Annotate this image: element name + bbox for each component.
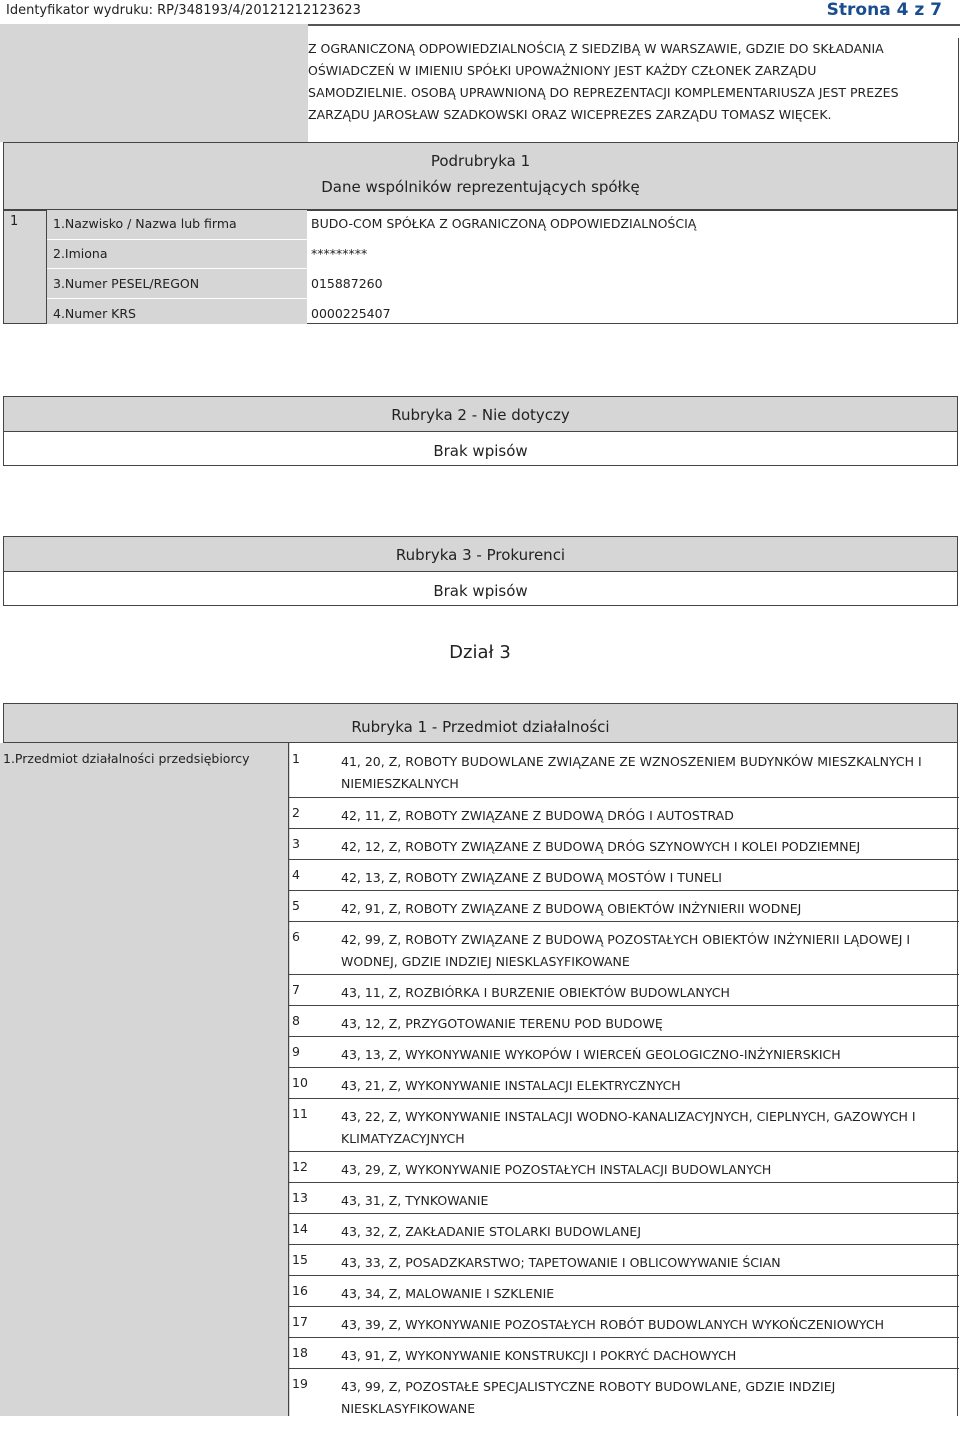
activity-number: 10: [292, 1075, 308, 1090]
activity-item: [289, 867, 959, 898]
partner-number: 1: [10, 214, 19, 229]
activity-separator: [289, 1182, 959, 1183]
activity-number: 9: [292, 1044, 300, 1059]
activity-separator: [289, 1306, 959, 1307]
rubryka2-empty: Brak wpisów: [433, 442, 528, 460]
rubryka3-empty: Brak wpisów: [433, 582, 528, 600]
row-label: 2.Imiona: [53, 246, 108, 261]
activity-text: 42, 12, Z, ROBOTY ZWIĄZANE Z BUDOWĄ DRÓG SZYNOWYCH I KOLEI PODZIEMNEJ: [341, 839, 861, 854]
activity-separator: [289, 890, 959, 891]
activity-item: [289, 1159, 959, 1190]
partner-row-first-names: [47, 240, 958, 270]
activity-number: 1: [292, 751, 300, 766]
activity-separator: [289, 797, 959, 798]
activity-item: [289, 1252, 959, 1283]
page-number: Strona 4 z 7: [826, 0, 942, 20]
activity-separator: [289, 921, 959, 922]
activity-number: 2: [292, 805, 300, 820]
activity-text: 43, 33, Z, POSADZKARSTWO; TAPETOWANIE I OBLICOWYWANIE ŚCIAN: [341, 1255, 781, 1270]
activity-text: 43, 11, Z, ROZBIÓRKA I BURZENIE OBIEKTÓW BUDOWLANYCH: [341, 985, 730, 1000]
activity-item: [289, 1221, 959, 1252]
row-label: 4.Numer KRS: [53, 306, 136, 321]
activity-separator: [289, 859, 959, 860]
text-line: ZARZĄDU JAROSŁAW SZADKOWSKI ORAZ WICEPREZES ZARZĄDU TOMASZ WIĘCEK.: [308, 107, 832, 122]
activity-text: 43, 31, Z, TYNKOWANIE: [341, 1193, 489, 1208]
activity-number: 15: [292, 1252, 308, 1267]
activity-item: [289, 1376, 959, 1430]
activity-text: 43, 91, Z, WYKONYWANIE KONSTRUKCJI I POKRYĆ DACHOWYCH: [341, 1348, 737, 1363]
activity-number: 6: [292, 929, 300, 944]
activity-number: 4: [292, 867, 300, 882]
rubryka3-title: Rubryka 3 - Prokurenci: [395, 546, 566, 564]
activity-item: [289, 1314, 959, 1345]
activity-separator: [289, 1067, 959, 1068]
activity-text: 43, 13, Z, WYKONYWANIE WYKOPÓW I WIERCEŃ GEOLOGICZNO-INŻYNIERSKICH: [341, 1047, 841, 1062]
activity-number: 12: [292, 1159, 308, 1174]
przedmiot-label-column: [0, 743, 290, 1416]
section-title: Dział 3: [449, 642, 511, 663]
activity-separator: [289, 1244, 959, 1245]
activity-text: 42, 13, Z, ROBOTY ZWIĄZANE Z BUDOWĄ MOSTÓW I TUNELI: [341, 870, 722, 885]
left-gray-margin: [0, 24, 308, 142]
text-line: OŚWIADCZEŃ W IMIENIU SPÓŁKI UPOWAŻNIONY JEST KAŻDY CZŁONEK ZARZĄDU: [308, 63, 817, 78]
activity-list: [288, 743, 958, 1416]
row-value: 0000225407: [311, 306, 391, 321]
activity-text: 42, 11, Z, ROBOTY ZWIĄZANE Z BUDOWĄ DRÓG I AUTOSTRAD: [341, 808, 734, 823]
activity-text: 43, 22, Z, WYKONYWANIE INSTALACJI WODNO-KANALIZACYJNYCH, CIEPLNYCH, GAZOWYCH I KLIMATYZACYJNYCH: [341, 1109, 916, 1146]
activity-item: [289, 1044, 959, 1075]
activity-separator: [289, 1098, 959, 1099]
activity-separator: [289, 1275, 959, 1276]
row-value: *********: [311, 246, 368, 261]
partner-row-name: [47, 210, 958, 240]
activity-number: 5: [292, 898, 300, 913]
activity-item: [289, 898, 959, 929]
rubryka2-title: Rubryka 2 - Nie dotyczy: [391, 406, 570, 424]
activity-separator: [289, 1337, 959, 1338]
activity-number: 19: [292, 1376, 308, 1391]
activity-separator: [289, 1213, 959, 1214]
row-label: 3.Numer PESEL/REGON: [53, 276, 200, 291]
row-separator: [47, 298, 307, 299]
document-identifier: Identyfikator wydruku: RP/348193/4/20121212123623: [6, 3, 361, 18]
przedmiot-label: 1.Przedmiot działalności przedsiębiorcy: [3, 751, 250, 766]
activity-separator: [289, 1036, 959, 1037]
activity-text: 43, 32, Z, ZAKŁADANIE STOLARKI BUDOWLANEJ: [341, 1224, 642, 1239]
row-value: BUDO-COM SPÓŁKA Z OGRANICZONĄ ODPOWIEDZIALNOŚCIĄ: [311, 216, 697, 231]
row-label: 1.Nazwisko / Nazwa lub firma: [53, 216, 237, 231]
activity-number: 14: [292, 1221, 308, 1236]
activity-number: 16: [292, 1283, 308, 1298]
text-line: Z OGRANICZONĄ ODPOWIEDZIALNOŚCIĄ Z SIEDZIBĄ W WARSZAWIE, GDZIE DO SKŁADANIA: [308, 41, 884, 56]
activity-number: 3: [292, 836, 300, 851]
activity-item: [289, 836, 959, 867]
activity-text: 43, 34, Z, MALOWANIE I SZKLENIE: [341, 1286, 555, 1301]
activity-number: 18: [292, 1345, 308, 1360]
activity-text: 42, 99, Z, ROBOTY ZWIĄZANE Z BUDOWĄ POZOSTAŁYCH OBIEKTÓW INŻYNIERII LĄDOWEJ I WODNEJ, GDZIE INDZIEJ NIESKLASYFIKOWANE: [341, 932, 911, 969]
representation-text: [308, 38, 956, 126]
activity-item: [289, 1190, 959, 1221]
activity-item: [289, 1075, 959, 1106]
partner-row-krs: [47, 300, 958, 330]
partner-row-regon: [47, 270, 958, 300]
przedmiot-title: Rubryka 1 - Przedmiot działalności: [351, 718, 610, 736]
activity-separator: [289, 828, 959, 829]
activity-item: [289, 805, 959, 836]
activity-item: [289, 1013, 959, 1044]
activity-separator: [289, 1151, 959, 1152]
row-separator: [47, 268, 307, 269]
activity-number: 17: [292, 1314, 308, 1329]
podrubryka-title: Podrubryka 1: [430, 152, 531, 170]
activity-item: [289, 1283, 959, 1314]
row-value: 015887260: [311, 276, 383, 291]
activity-text: 43, 12, Z, PRZYGOTOWANIE TERENU POD BUDOWĘ: [341, 1016, 663, 1031]
activity-separator: [289, 974, 959, 975]
activity-item: [289, 1345, 959, 1376]
text-line: SAMODZIELNIE. OSOBĄ UPRAWNIONĄ DO REPREZENTACJI KOMPLEMENTARIUSZA JEST PREZES: [308, 85, 899, 100]
activity-number: 7: [292, 982, 300, 997]
activity-separator: [289, 1005, 959, 1006]
podrubryka-subtitle: Dane wspólników reprezentujących spółkę: [321, 178, 640, 196]
activity-number: 13: [292, 1190, 308, 1205]
activity-text: 43, 21, Z, WYKONYWANIE INSTALACJI ELEKTRYCZNYCH: [341, 1078, 681, 1093]
activity-item: [289, 982, 959, 1013]
activity-text: 43, 99, Z, POZOSTAŁE SPECJALISTYCZNE ROBOTY BUDOWLANE, GDZIE INDZIEJ NIESKLASYFIKOWANE: [341, 1379, 836, 1416]
activity-text: 41, 20, Z, ROBOTY BUDOWLANE ZWIĄZANE ZE WZNOSZENIEM BUDYNKÓW MIESZKALNYCH I NIEMIESZKALNYCH: [341, 754, 922, 791]
activity-text: 43, 29, Z, WYKONYWANIE POZOSTAŁYCH INSTALACJI BUDOWLANYCH: [341, 1162, 772, 1177]
activity-separator: [289, 1368, 959, 1369]
activity-number: 11: [292, 1106, 308, 1121]
activity-text: 42, 91, Z, ROBOTY ZWIĄZANE Z BUDOWĄ OBIEKTÓW INŻYNIERII WODNEJ: [341, 901, 802, 916]
activity-number: 8: [292, 1013, 300, 1028]
activity-text: 43, 39, Z, WYKONYWANIE POZOSTAŁYCH ROBÓT BUDOWLANYCH WYKOŃCZENIOWYCH: [341, 1317, 884, 1332]
